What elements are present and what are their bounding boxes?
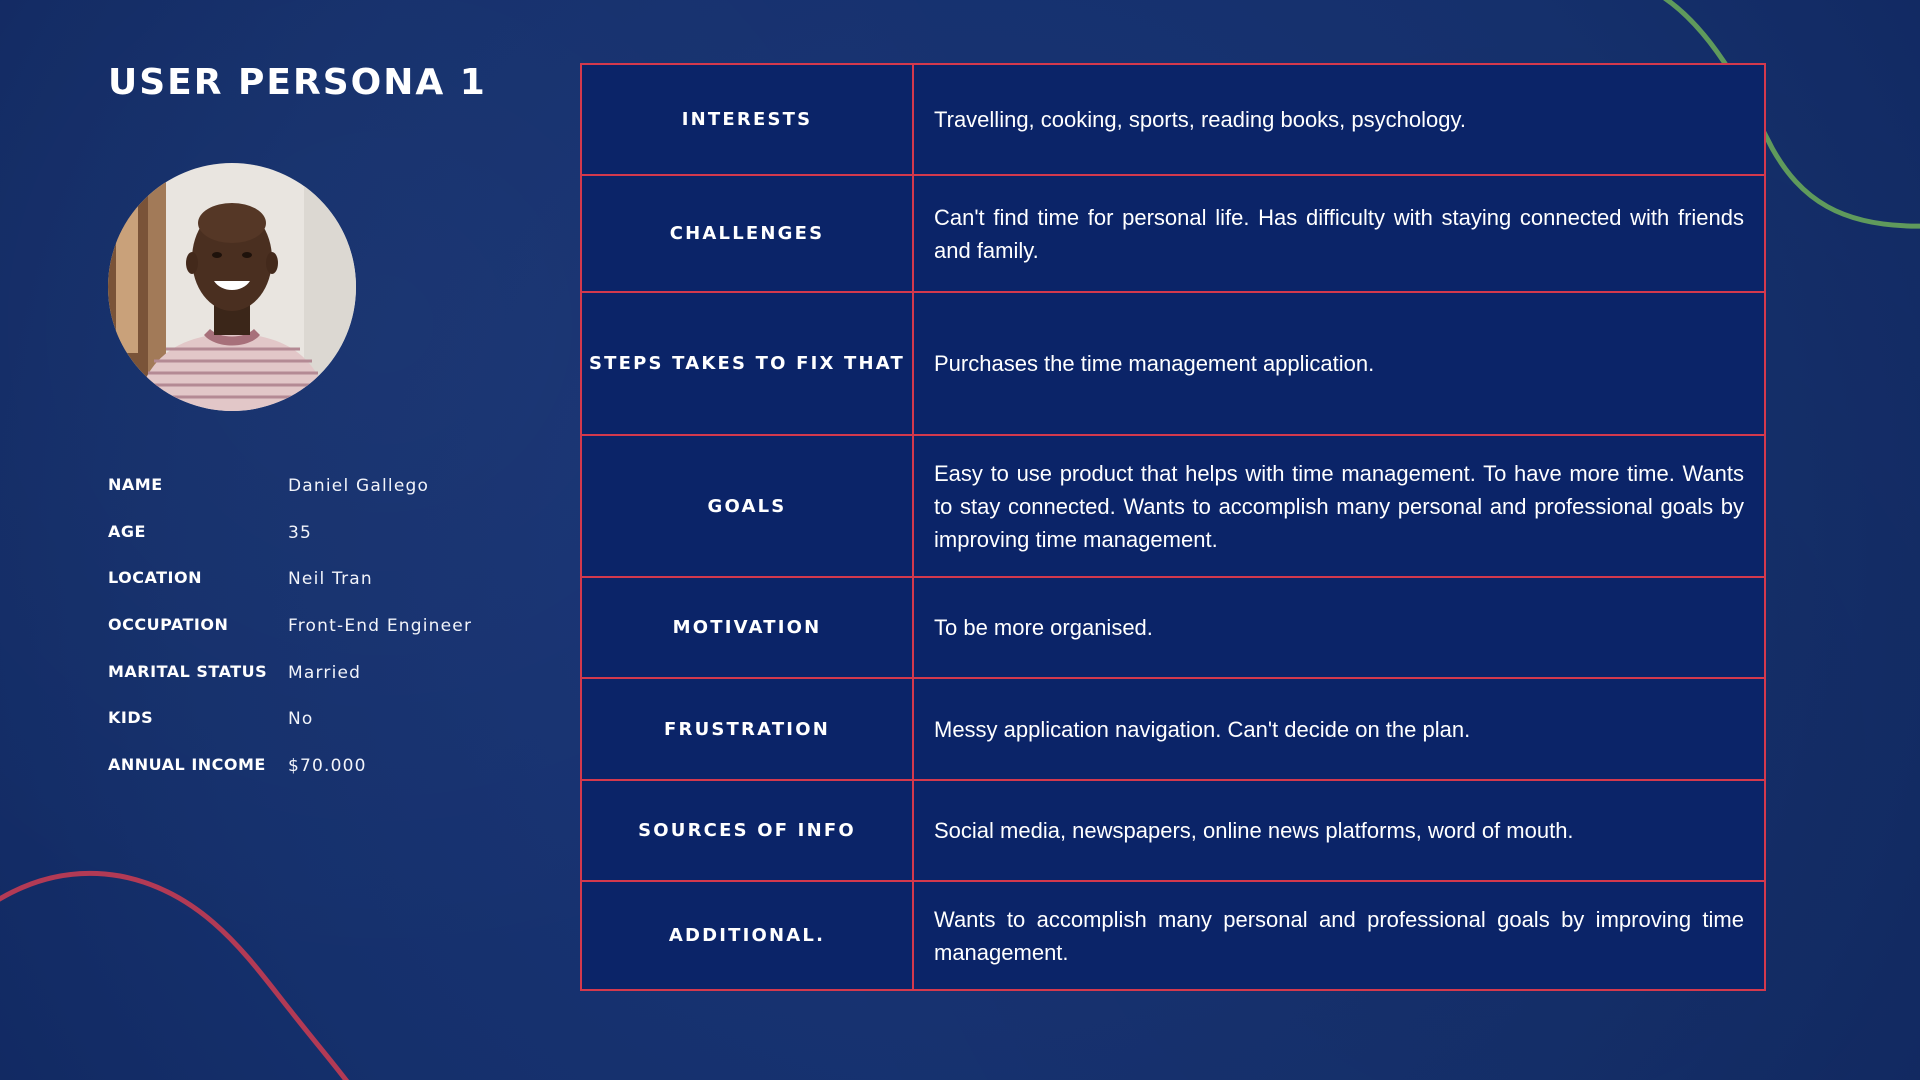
detail-row-annual-income [108, 753, 508, 800]
detail-value: Married [288, 662, 362, 683]
row-category: INTERESTS [581, 64, 913, 175]
detail-label: ANNUAL INCOME [108, 755, 266, 775]
red-curve [0, 873, 352, 1080]
row-description: To be more organised. [913, 577, 1765, 678]
table-row-challenges [581, 175, 1765, 292]
row-description: Can't find time for personal life. Has difficulty with staying connected with friends and family. [913, 175, 1765, 292]
table-row-motivation [581, 577, 1765, 678]
detail-value: Front-End Engineer [288, 616, 473, 637]
table-row-sources-of-info [581, 780, 1765, 881]
row-description: Purchases the time management application. [913, 292, 1765, 435]
row-category: MOTIVATION [581, 577, 913, 678]
table-row-interests [581, 64, 1765, 175]
detail-label: AGE [108, 521, 146, 541]
detail-value: No [288, 709, 314, 730]
row-category: SOURCES OF INFO [581, 780, 913, 881]
table-row-additional [581, 881, 1765, 990]
row-description: Wants to accomplish many personal and professional goals by improving time management. [913, 881, 1765, 990]
row-category: GOALS [581, 435, 913, 577]
persona-details [108, 473, 508, 800]
avatar [108, 163, 356, 411]
table-row-goals [581, 435, 1765, 577]
detail-value: $70.000 [288, 756, 367, 777]
table-row-steps [581, 292, 1765, 435]
row-category: STEPS TAKES TO FIX THAT [581, 292, 913, 435]
page-title: USER PERSONA 1 [108, 62, 487, 103]
detail-label: OCCUPATION [108, 615, 229, 635]
detail-label: KIDS [108, 708, 154, 728]
row-category: CHALLENGES [581, 175, 913, 292]
detail-value: Daniel Gallego [288, 476, 430, 496]
persona-table [580, 63, 1766, 991]
detail-row-name [108, 473, 508, 520]
detail-label: LOCATION [108, 568, 202, 588]
detail-label: NAME [108, 475, 163, 494]
row-description: Messy application navigation. Can't decide on the plan. [913, 678, 1765, 780]
detail-row-location [108, 566, 508, 613]
row-category: FRUSTRATION [581, 678, 913, 780]
row-description: Social media, newspapers, online news platforms, word of mouth. [913, 780, 1765, 881]
detail-row-age [108, 520, 508, 567]
detail-value: 35 [288, 522, 313, 543]
detail-value: Neil Tran [288, 569, 373, 590]
row-category: ADDITIONAL. [581, 881, 913, 990]
table-row-frustration [581, 678, 1765, 780]
detail-row-occupation [108, 613, 508, 660]
row-description: Travelling, cooking, sports, reading books, psychology. [913, 64, 1765, 175]
detail-row-marital-status [108, 660, 508, 707]
row-description: Easy to use product that helps with time management. To have more time. Wants to stay connected. Wants to accomplish many personal and professional goals by improving time management. [913, 435, 1765, 577]
detail-row-kids [108, 706, 508, 753]
person-portrait-icon [108, 163, 356, 411]
detail-label: MARITAL STATUS [108, 661, 268, 681]
